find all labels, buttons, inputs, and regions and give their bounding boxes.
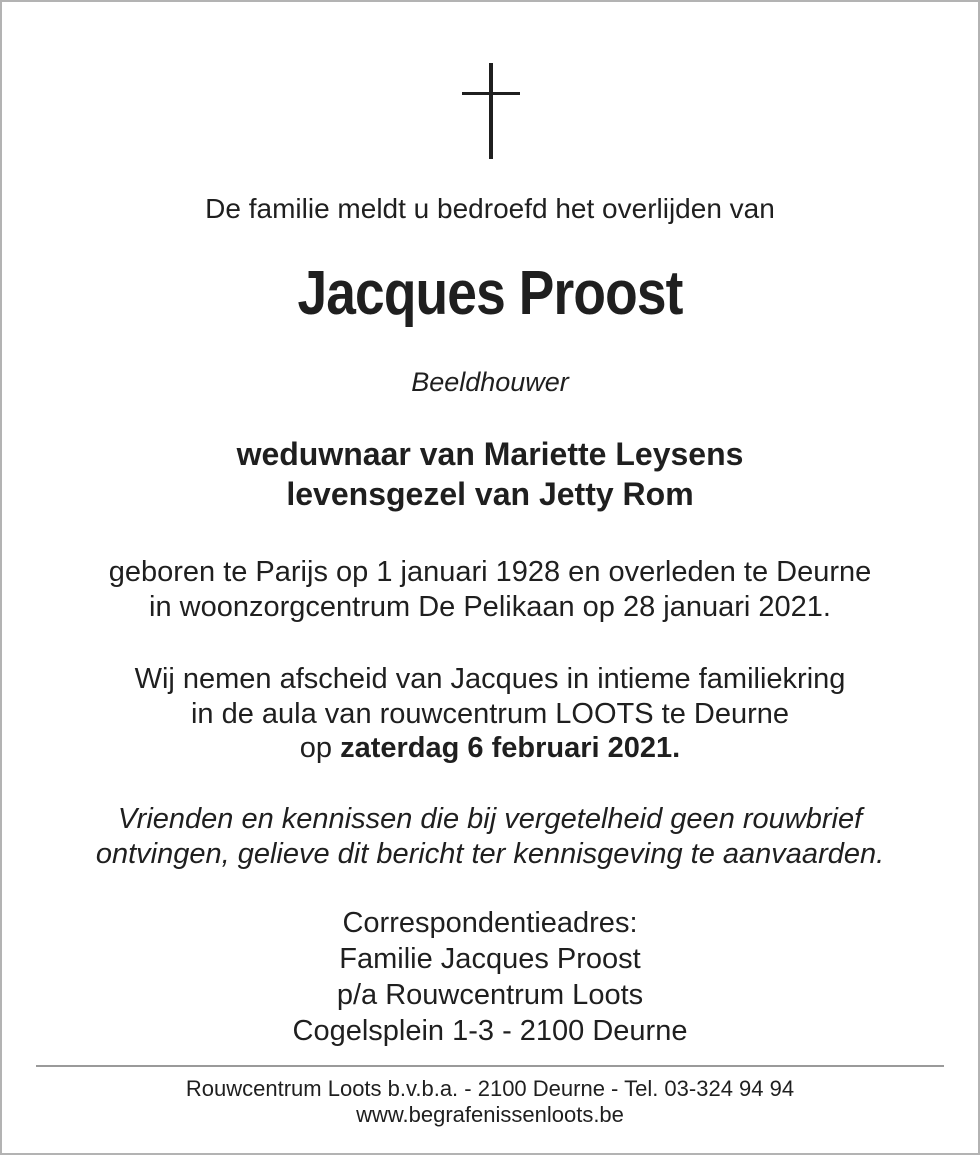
correspondence-line: Familie Jacques Proost xyxy=(339,943,641,975)
birth-line: geboren te Parijs op 1 januari 1928 en overleden te Deurne xyxy=(108,556,872,588)
cross-horizontal-bar xyxy=(462,92,520,95)
death-line: in woonzorgcentrum De Pelikaan op 28 januari 2021. xyxy=(149,591,831,623)
correspondence-line: p/a Rouwcentrum Loots xyxy=(336,979,644,1011)
cross-vertical-bar xyxy=(489,63,493,159)
deceased-name: Jacques Proost xyxy=(297,259,683,328)
farewell-date-prefix: op xyxy=(299,732,341,764)
footer-website: www.begrafenissenloots.be xyxy=(356,1102,624,1127)
farewell-line-1: Wij nemen afscheid van Jacques in intieme familiekring xyxy=(134,663,846,695)
farewell-date: zaterdag 6 februari 2021. xyxy=(340,732,681,764)
acknowledgement-line-1: Vrienden en kennissen die bij vergetelheid geen rouwbrief xyxy=(117,803,863,835)
correspondence-heading: Correspondentieadres: xyxy=(342,907,638,939)
footer-company: Rouwcentrum Loots b.v.b.a. - 2100 Deurne - Tel. 03-324 94 94 xyxy=(185,1076,795,1101)
footer-divider xyxy=(36,1065,944,1067)
correspondence-line: Cogelsplein 1-3 - 2100 Deurne xyxy=(292,1015,688,1047)
occupation: Beeldhouwer xyxy=(411,367,569,397)
relation-widower: weduwnaar van Mariette Leysens xyxy=(236,436,744,472)
cross-icon xyxy=(462,63,520,159)
relation-partner: levensgezel van Jetty Rom xyxy=(286,476,694,512)
farewell-date-line xyxy=(0,731,980,766)
intro-text: De familie meldt u bedroefd het overlijden van xyxy=(205,193,775,224)
acknowledgement-line-2: ontvingen, gelieve dit bericht ter kennisgeving te aanvaarden. xyxy=(95,838,885,870)
farewell-line-2: in de aula van rouwcentrum LOOTS te Deurne xyxy=(190,698,790,730)
